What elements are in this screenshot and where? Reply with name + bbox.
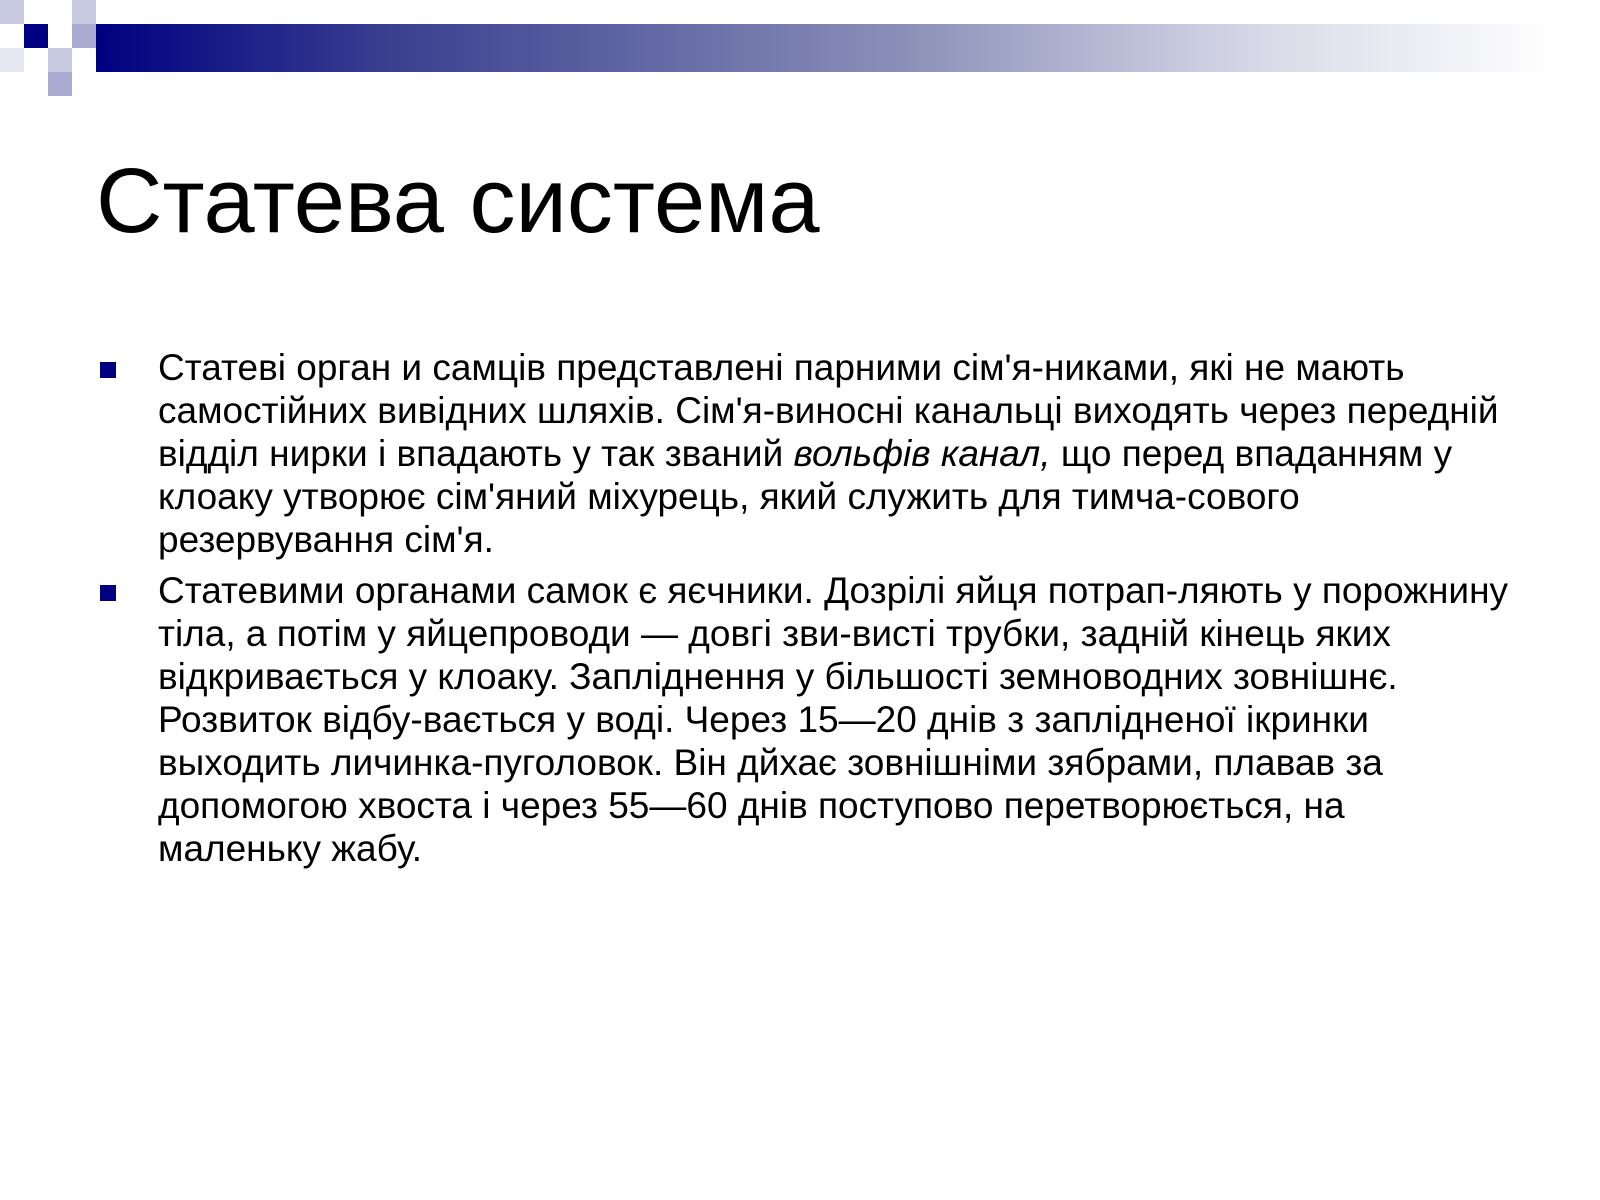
slide-title: Статева система [96,150,820,252]
bullet-list [96,346,1516,878]
square-bullet-icon [100,362,116,378]
decor-square [48,0,72,24]
bullet-text: що перед впаданням у клоаку утворює сім'яний міхурець, який служить для тимча-сового резервування сім'я. [158,433,1453,560]
decor-square [72,24,96,48]
decor-square [0,48,24,72]
decor-square [48,72,72,96]
decor-square [24,24,48,48]
decor-square [0,24,24,48]
bullet-text: Статеві орган и самців представлені парними сім'я-никами, які не мають самостійних вивідних шляхів. Сім'я-виносні канальці виходять через передній відділ нирки і впадають у так званий [158,347,1499,474]
decor-square [0,0,24,24]
square-bullet-icon [100,585,116,601]
header-gradient-band [96,24,1556,72]
decor-square [48,48,72,72]
bullet-item-male [96,346,1516,561]
decor-square [72,0,96,24]
bullet-text: Статевими органами самок є яєчники. Дозрілі яйця потрап-ляють у порожнину тіла, а потім у яйцепроводи — довгі зви-висті трубки, задній кінець яких відкривається у клоаку. Запліднення у більшості земноводних зовнішнє. Розвиток відбу-вається у воді. Через 15—20 днів з заплідненої ікринки выходить личинка-пуголовок. Він дйхає зовнішніми зябрами, плавав за допомогою хвоста і через 55—60 днів поступово перетворюється, на маленьку жабу. [158,570,1509,869]
bullet-italic-term: вольфів канал, [793,433,1051,474]
bullet-item-female [96,569,1516,870]
